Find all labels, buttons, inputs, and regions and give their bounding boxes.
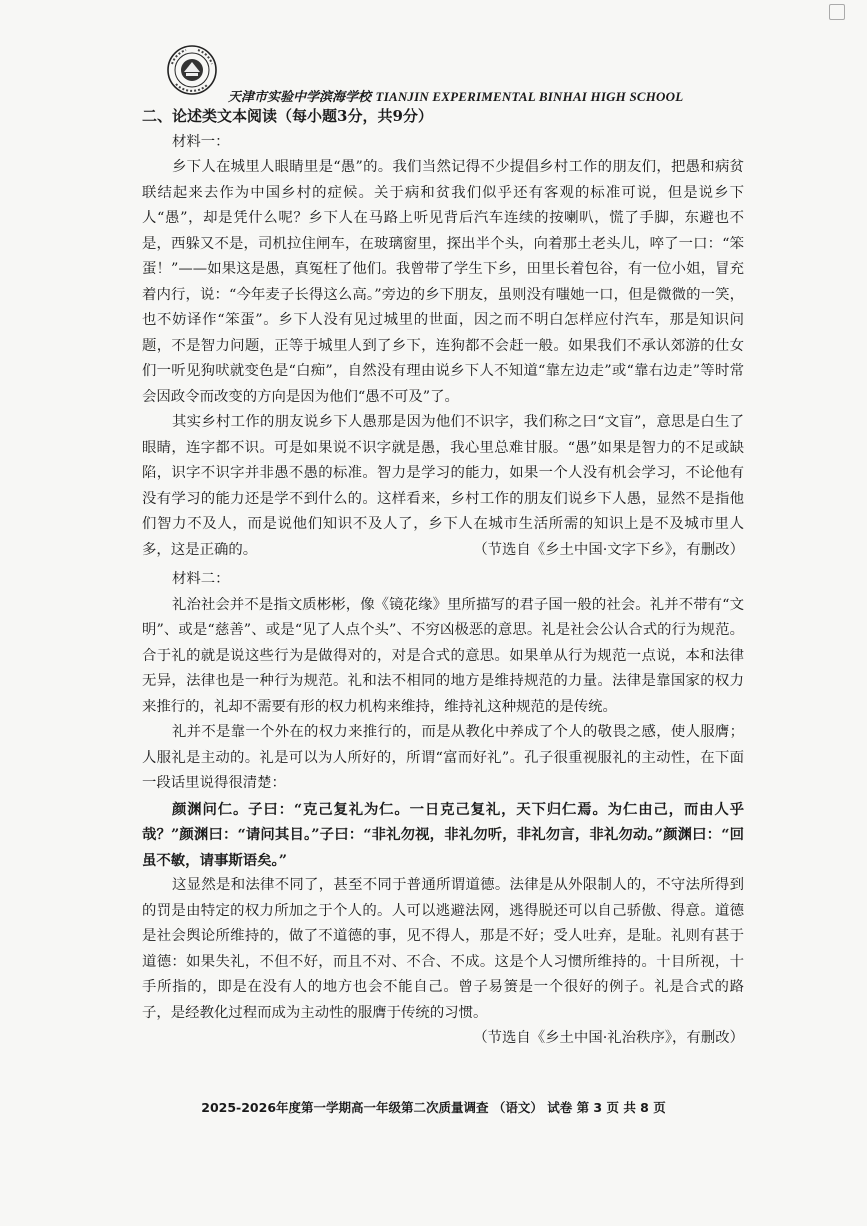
school-name-cn: 天津市实验中学滨海学校	[228, 90, 372, 105]
material-2-quote-paragraph: 颜渊问仁。子曰：“克己复礼为仁。一日克己复礼，天下归仁焉。为仁由己，而由人乎哉？”颜渊曰：“请问其目。”子曰：“非礼勿视，非礼勿听，非礼勿言，非礼勿动。”颜渊曰：“回虽不敏，请事斯语矣。”	[142, 800, 744, 869]
corner-checkbox-mark	[829, 4, 845, 20]
material-1-paragraph-2	[142, 410, 744, 563]
material-1-paragraph-2-text: 其实乡村工作的朋友说乡下人愚那是因为他们不识字，我们称之曰“文盲”，意思是白生了眼睛，连字都不识。可是如果说不识字就是愚，我心里总难甘服。“愚”如果是智力的不足或缺陷，识字不识字并非愚不愚的标准。智力是学习的能力，如果一个人没有机会学习，不论他有没有学习的能力还是学不到什么的。这样看来，乡村工作的朋友们说乡下人愚，显然不是指他们智力不及人，而是说他们知识不及人了，乡下人在城市生活所需的知识上是不及城市里人多，这是正确的。	[142, 414, 744, 558]
school-logo	[166, 44, 218, 96]
material-2-paragraph-4-text: 这显然是和法律不同了，甚至不同于普通所谓道德。法律是从外限制人的，不守法所得到的罚是由特定的权力所加之于个人的。人可以逃避法网，逃得脱还可以自己骄傲、得意。道德是社会舆论所维持的，做了不道德的事，见不得人，那是不好；受人吐弃，是耻。礼则有甚于道德：如果失礼，不但不好，而且不对、不合、不成。这是个人习惯所维持的。十目所视，十手所指的，即是在没有人的地方也会不能自己。曾子易箦是一个很好的例子。礼是合式的路子，是经教化过程而成为主动性的服膺于传统的习惯。	[142, 877, 744, 1021]
material-1-source: （节选自《乡土中国·文字下乡》，有删改）	[473, 541, 744, 558]
school-name-en: TIANJIN EXPERIMENTAL BINHAI HIGH SCHOOL	[375, 89, 684, 104]
material-2-source: （节选自《乡土中国·礼治秩序》，有删改）	[473, 1030, 744, 1046]
material-2-label: 材料二：	[172, 571, 230, 587]
reading-section	[142, 104, 744, 1052]
material-2-paragraph-4	[142, 873, 744, 1046]
school-header	[228, 86, 684, 105]
material-1-label: 材料一：	[172, 133, 230, 150]
material-2-paragraph-2: 礼并不是靠一个外在的权力来推行的，而是从教化中养成了个人的敬畏之感，使人服膺；人服礼是主动的。礼是可以为人所好的，所谓“富而好礼”。孔子很重视服礼的主动性，在下面一段话里说得很清楚：	[142, 724, 744, 791]
school-seal-icon	[166, 44, 218, 96]
section-title: 二、论述类文本阅读（每小题3分，共9分）	[142, 107, 433, 125]
material-1-paragraph-1: 乡下人在城里人眼睛里是“愚”的。我们当然记得不少提倡乡村工作的朋友们，把愚和病贫联结起来去作为中国乡村的症候。关于病和贫我们似乎还有客观的标准可说，但是说乡下人“愚”，却是凭什么呢？乡下人在马路上听见背后汽车连续的按喇叭，慌了手脚，东避也不是，西躲又不是，司机拉住闸车，在玻璃窗里，探出半个头，向着那土老头儿，啐了一口：“笨蛋！”——如果这是愚，真冤枉了他们。我曾带了学生下乡，田里长着包谷，有一位小姐，冒充着内行，说：“今年麦子长得这么高。”旁边的乡下朋友，虽则没有嗤她一口，但是微微的一笑，也不妨译作“笨蛋”。乡下人没有见过城里的世面，因之而不明白怎样应付汽车，那是知识问题，不是智力问题，正等于城里人到了乡下，连狗都不会赶一般。如果我们不承认郊游的仕女们一听见狗吠就变色是“白痴”，自然没有理由说乡下人不知道“靠左边走”或“靠右边走”等时常会因政令而改变的方向是因为他们“愚不可及”了。	[142, 159, 744, 405]
page-footer: 2025-2026年度第一学期高一年级第二次质量调查 （语文） 试卷 第 3 页 共 8 页	[201, 1100, 666, 1115]
material-2-paragraph-1: 礼治社会并不是指文质彬彬，像《镜花缘》里所描写的君子国一般的社会。礼并不带有“文明”、或是“慈善”、或是“见了人点个头”、不穷凶极恶的意思。礼是社会公认合式的行为规范。合于礼的就是说这些行为是做得对的，对是合式的意思。如果单从行为规范一点说，本和法律无异，法律也是一种行为规范。礼和法不相同的地方是维持规范的力量。法律是靠国家的权力来推行的，礼却不需要有形的权力机构来维持，维持礼这种规范的是传统。	[142, 596, 744, 715]
